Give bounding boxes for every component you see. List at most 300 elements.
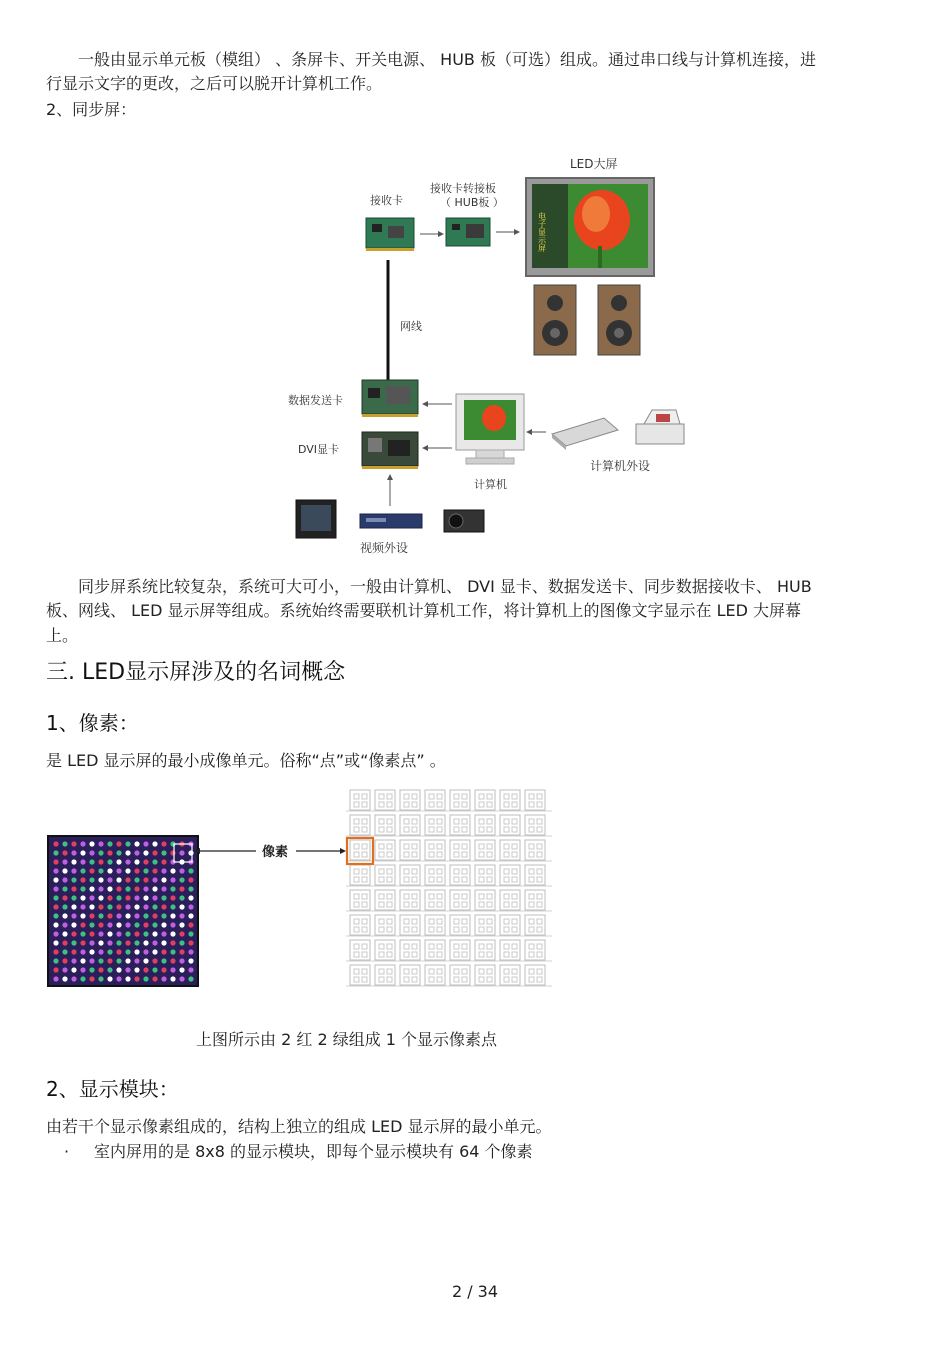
grid-pixel-cell: [400, 790, 420, 810]
grid-pixel-cell: [500, 965, 520, 985]
led-screen-label: LED大屏: [570, 157, 618, 171]
led-dot: [98, 886, 103, 891]
led-dot: [62, 877, 67, 882]
led-dot: [188, 967, 193, 972]
led-dot: [179, 913, 184, 918]
grid-pixel-cell: [350, 815, 370, 835]
led-dot: [134, 931, 139, 936]
led-dot: [98, 868, 103, 873]
pixel-grid: [346, 790, 552, 986]
led-dot: [71, 922, 76, 927]
led-dot: [107, 868, 112, 873]
led-dot: [89, 841, 94, 846]
section-3-heading: 三. LED显示屏涉及的名词概念: [46, 660, 346, 685]
led-dot: [161, 967, 166, 972]
grid-pixel-cell: [350, 915, 370, 935]
led-dot: [134, 913, 139, 918]
led-dot: [152, 958, 157, 963]
led-dot: [71, 958, 76, 963]
grid-pixel-cell: [400, 890, 420, 910]
grid-pixel-cell: [350, 965, 370, 985]
led-dot: [62, 886, 67, 891]
led-dot: [62, 859, 67, 864]
grid-pixel-cell: [525, 890, 545, 910]
led-dot: [107, 886, 112, 891]
led-dot: [107, 859, 112, 864]
led-dot: [62, 922, 67, 927]
led-dot: [89, 958, 94, 963]
led-dot: [134, 859, 139, 864]
led-dot: [62, 913, 67, 918]
led-dot: [170, 913, 175, 918]
led-dot: [80, 859, 85, 864]
led-dot: [116, 841, 121, 846]
led-dot: [107, 913, 112, 918]
bullet-marker: ·: [64, 1142, 70, 1161]
grid-pixel-cell: [425, 790, 445, 810]
led-dot: [62, 967, 67, 972]
led-dot: [53, 868, 58, 873]
led-dot: [80, 958, 85, 963]
led-dot: [53, 850, 58, 855]
led-dot: [71, 931, 76, 936]
led-dot: [89, 850, 94, 855]
page-number: 2 / 34: [451, 1282, 499, 1301]
led-dot: [116, 931, 121, 936]
led-dot: [125, 958, 130, 963]
led-dot: [53, 859, 58, 864]
hub-board-label-2: （ HUB板 ）: [440, 196, 504, 209]
led-dot: [116, 922, 121, 927]
led-dot: [170, 922, 175, 927]
grid-pixel-cell: [375, 840, 395, 860]
led-dot: [170, 976, 175, 981]
led-dot: [125, 868, 130, 873]
led-dot: [107, 931, 112, 936]
led-dot: [152, 841, 157, 846]
led-dot: [143, 868, 148, 873]
led-dot: [179, 850, 184, 855]
sync-screen-heading: 2、同步屏：: [46, 100, 137, 119]
led-dot: [143, 931, 148, 936]
led-dot: [143, 949, 148, 954]
grid-pixel-cell: [450, 865, 470, 885]
led-dot: [98, 967, 103, 972]
grid-pixel-cell: [450, 790, 470, 810]
led-dot: [161, 895, 166, 900]
led-dot: [170, 949, 175, 954]
led-dot: [152, 850, 157, 855]
grid-pixel-cell: [475, 965, 495, 985]
led-dot: [89, 868, 94, 873]
printer-image: [636, 410, 684, 444]
led-dot: [152, 931, 157, 936]
grid-pixel-cell: [450, 940, 470, 960]
grid-pixel-cell: [425, 840, 445, 860]
led-dot: [179, 967, 184, 972]
led-dot: [161, 877, 166, 882]
led-dot: [80, 886, 85, 891]
led-dot: [152, 904, 157, 909]
led-dot: [125, 922, 130, 927]
led-dot: [143, 859, 148, 864]
led-dot: [143, 913, 148, 918]
led-dot: [161, 859, 166, 864]
module-description: 由若干个显示像素组成的，结构上独立的组成 LED 显示屏的最小单元。: [46, 1117, 552, 1136]
led-dot: [116, 895, 121, 900]
led-dot: [134, 868, 139, 873]
grid-pixel-cell: [425, 815, 445, 835]
grid-pixel-cell: [375, 790, 395, 810]
led-dot: [98, 904, 103, 909]
led-dot: [89, 931, 94, 936]
grid-pixel-cell: [450, 815, 470, 835]
led-dot: [107, 904, 112, 909]
led-dot: [107, 922, 112, 927]
led-dot: [152, 895, 157, 900]
grid-pixel-cell: [500, 815, 520, 835]
led-dot: [53, 877, 58, 882]
led-dot: [134, 967, 139, 972]
sync-desc-line-2: 板、网线、 LED 显示屏等组成。系统始终需要联机计算机工作，将计算机上的图像文字显示在 LED 大屏幕: [46, 601, 802, 620]
led-dot: [134, 976, 139, 981]
led-dot: [53, 976, 58, 981]
grid-pixel-cell: [400, 815, 420, 835]
led-dot: [143, 877, 148, 882]
led-dot: [161, 913, 166, 918]
grid-pixel-cell: [500, 915, 520, 935]
led-dot: [62, 940, 67, 945]
led-dot: [80, 895, 85, 900]
led-dot: [161, 949, 166, 954]
led-dot: [170, 940, 175, 945]
grid-pixel-cell: [525, 915, 545, 935]
video-peripherals-label: 视频外设: [360, 541, 409, 555]
led-dot: [152, 967, 157, 972]
led-dot: [98, 958, 103, 963]
led-dot: [170, 850, 175, 855]
led-dot: [161, 940, 166, 945]
led-dot: [125, 859, 130, 864]
led-dot: [53, 886, 58, 891]
led-dot: [89, 976, 94, 981]
pixel-description: 是 LED 显示屏的最小成像单元。俗称“点”或“像素点” 。: [46, 751, 446, 770]
led-dot: [188, 940, 193, 945]
grid-pixel-cell: [350, 790, 370, 810]
grid-pixel-cell: [375, 965, 395, 985]
intro-line-1: 一般由显示单元板（模组） 、条屏卡、开关电源、 HUB 板（可选）组成。通过串口线与计算机连接，进: [78, 50, 816, 69]
led-dot: [71, 850, 76, 855]
grid-pixel-cell: [350, 940, 370, 960]
led-dot: [143, 841, 148, 846]
grid-pixel-cell: [400, 965, 420, 985]
led-dot: [161, 850, 166, 855]
grid-pixel-cell: [475, 865, 495, 885]
speaker-left: [534, 285, 576, 355]
sync-system-diagram: [280, 148, 700, 563]
led-dot: [134, 895, 139, 900]
led-dot: [188, 904, 193, 909]
led-dot: [107, 877, 112, 882]
led-dot: [125, 967, 130, 972]
led-dot: [98, 850, 103, 855]
led-dot: [170, 958, 175, 963]
led-dot: [89, 913, 94, 918]
led-dot: [188, 868, 193, 873]
led-dot: [89, 967, 94, 972]
led-dot: [179, 931, 184, 936]
figure-caption: 上图所示由 2 红 2 绿组成 1 个显示像素点: [196, 1030, 498, 1049]
grid-pixel-cell: [450, 840, 470, 860]
led-dot: [116, 967, 121, 972]
led-dot: [134, 886, 139, 891]
grid-pixel-cell: [400, 840, 420, 860]
grid-pixel-cell: [350, 890, 370, 910]
grid-pixel-cell: [525, 790, 545, 810]
screen-text: 电子显示屏: [537, 212, 547, 252]
led-dot: [134, 850, 139, 855]
led-dot: [161, 976, 166, 981]
led-dot: [80, 949, 85, 954]
grid-pixel-cell: [425, 865, 445, 885]
led-dot: [107, 940, 112, 945]
led-dot: [161, 886, 166, 891]
led-dot: [170, 877, 175, 882]
led-dot: [62, 868, 67, 873]
speaker-right: [598, 285, 640, 355]
led-dot: [71, 868, 76, 873]
led-dot: [107, 841, 112, 846]
grid-pixel-cell: [400, 915, 420, 935]
led-dot: [116, 913, 121, 918]
grid-pixel-cell: [375, 915, 395, 935]
computer-peripherals-label: 计算机外设: [590, 459, 651, 473]
led-dot: [98, 913, 103, 918]
led-dot: [116, 877, 121, 882]
led-dot: [134, 940, 139, 945]
grid-pixel-cell: [375, 865, 395, 885]
led-screen-image: [526, 178, 654, 276]
hub-board-label-1: 接收卡转接板: [430, 182, 496, 195]
grid-pixel-cell: [350, 865, 370, 885]
led-dot: [161, 958, 166, 963]
grid-pixel-cell: [525, 865, 545, 885]
led-dot: [116, 850, 121, 855]
led-dot: [71, 949, 76, 954]
led-dot: [71, 877, 76, 882]
led-dot: [125, 931, 130, 936]
led-dot: [152, 886, 157, 891]
led-dot: [62, 841, 67, 846]
led-dot: [53, 967, 58, 972]
dvi-card-label: DVI显卡: [298, 443, 340, 456]
led-dot: [53, 949, 58, 954]
led-dot: [53, 904, 58, 909]
led-dot: [71, 967, 76, 972]
led-dot: [179, 958, 184, 963]
led-dot: [161, 868, 166, 873]
led-dot: [80, 877, 85, 882]
led-dot: [179, 877, 184, 882]
grid-pixel-cell: [475, 915, 495, 935]
grid-pixel-cell: [500, 940, 520, 960]
sync-desc-line-1: 同步屏系统比较复杂，系统可大可小，一般由计算机、 DVI 显卡、数据发送卡、同步数据接收卡、 HUB: [78, 577, 812, 596]
led-dot: [143, 886, 148, 891]
led-dot: [107, 967, 112, 972]
led-dot: [170, 868, 175, 873]
led-dot: [179, 922, 184, 927]
grid-pixel-cell: [425, 965, 445, 985]
led-dot: [62, 895, 67, 900]
led-dot: [170, 904, 175, 909]
led-dot: [107, 949, 112, 954]
grid-pixel-cell: [475, 940, 495, 960]
grid-pixel-cell: [425, 940, 445, 960]
video-player-image: [360, 514, 422, 528]
led-dot: [161, 841, 166, 846]
led-dot: [161, 904, 166, 909]
led-dot: [134, 958, 139, 963]
led-dot: [53, 940, 58, 945]
grid-pixel-cell: [450, 915, 470, 935]
led-dot: [143, 940, 148, 945]
grid-pixel-cell: [500, 840, 520, 860]
network-cable-label: 网线: [400, 320, 422, 333]
led-dot: [134, 877, 139, 882]
led-dot: [71, 904, 76, 909]
led-dot: [188, 931, 193, 936]
scanner-image: [552, 418, 618, 450]
led-dot: [107, 850, 112, 855]
led-dot: [152, 877, 157, 882]
grid-pixel-cell: [450, 965, 470, 985]
pixel-label: 像素: [262, 845, 289, 860]
led-dot: [71, 976, 76, 981]
led-dot: [170, 931, 175, 936]
grid-pixel-cell: [375, 890, 395, 910]
pixel-diagram: [40, 780, 560, 995]
grid-pixel-cell: [500, 865, 520, 885]
led-dot: [116, 958, 121, 963]
led-dot: [116, 949, 121, 954]
led-dot: [62, 931, 67, 936]
grid-pixel-cell: [500, 790, 520, 810]
led-dot: [80, 940, 85, 945]
led-dot: [152, 949, 157, 954]
led-dot: [152, 868, 157, 873]
receiver-card-label: 接收卡: [370, 194, 403, 207]
led-dot: [179, 940, 184, 945]
grid-pixel-cell: [425, 915, 445, 935]
led-dot: [98, 877, 103, 882]
led-dot: [53, 841, 58, 846]
led-dot: [98, 922, 103, 927]
led-dot: [188, 850, 193, 855]
led-dot: [116, 976, 121, 981]
led-dot: [188, 886, 193, 891]
led-dot: [143, 967, 148, 972]
led-dot: [125, 841, 130, 846]
led-dot: [71, 859, 76, 864]
led-dot: [98, 976, 103, 981]
led-dot: [98, 841, 103, 846]
led-dot: [116, 940, 121, 945]
led-dot: [53, 958, 58, 963]
led-dot: [125, 940, 130, 945]
grid-pixel-cell: [400, 940, 420, 960]
led-dot: [89, 895, 94, 900]
led-dot: [134, 949, 139, 954]
grid-pixel-cell: [525, 965, 545, 985]
led-dot: [161, 931, 166, 936]
projector-image: [444, 510, 484, 532]
led-dot: [71, 886, 76, 891]
led-dot: [134, 841, 139, 846]
led-dot: [62, 904, 67, 909]
led-dot: [161, 922, 166, 927]
computer-image: [456, 394, 524, 464]
led-dot: [143, 922, 148, 927]
led-dot: [89, 859, 94, 864]
led-dot: [80, 850, 85, 855]
led-dot: [98, 931, 103, 936]
led-dot: [188, 895, 193, 900]
led-dot: [89, 886, 94, 891]
led-dot: [179, 868, 184, 873]
led-dot: [170, 886, 175, 891]
led-dot: [107, 895, 112, 900]
led-dot: [89, 877, 94, 882]
led-dot: [116, 886, 121, 891]
led-dot: [134, 904, 139, 909]
led-dot: [152, 940, 157, 945]
led-dot: [116, 868, 121, 873]
led-dot: [80, 913, 85, 918]
led-dot: [143, 895, 148, 900]
grid-pixel-cell: [475, 890, 495, 910]
led-dot: [152, 913, 157, 918]
led-dot: [188, 949, 193, 954]
led-dot: [89, 904, 94, 909]
grid-pixel-cell: [450, 890, 470, 910]
grid-pixel-cell: [475, 840, 495, 860]
led-dot: [152, 859, 157, 864]
led-dot: [143, 976, 148, 981]
led-dot: [125, 886, 130, 891]
led-dot: [107, 958, 112, 963]
led-dot: [170, 967, 175, 972]
led-dot: [125, 913, 130, 918]
led-dot: [116, 904, 121, 909]
pixel-heading: 1、像素：: [46, 711, 139, 735]
led-dot: [98, 859, 103, 864]
led-dot: [80, 922, 85, 927]
led-dot: [80, 841, 85, 846]
dvi-card-image: [362, 432, 418, 469]
led-dot: [188, 922, 193, 927]
led-dot: [80, 931, 85, 936]
led-dot: [170, 895, 175, 900]
led-dot: [107, 976, 112, 981]
led-dot: [143, 850, 148, 855]
intro-line-2: 行显示文字的更改，之后可以脱开计算机工作。: [46, 74, 383, 93]
led-dot: [53, 895, 58, 900]
grid-pixel-cell: [525, 840, 545, 860]
grid-pixel-cell: [475, 790, 495, 810]
led-dot: [62, 976, 67, 981]
led-dot: [125, 904, 130, 909]
led-dot: [143, 958, 148, 963]
